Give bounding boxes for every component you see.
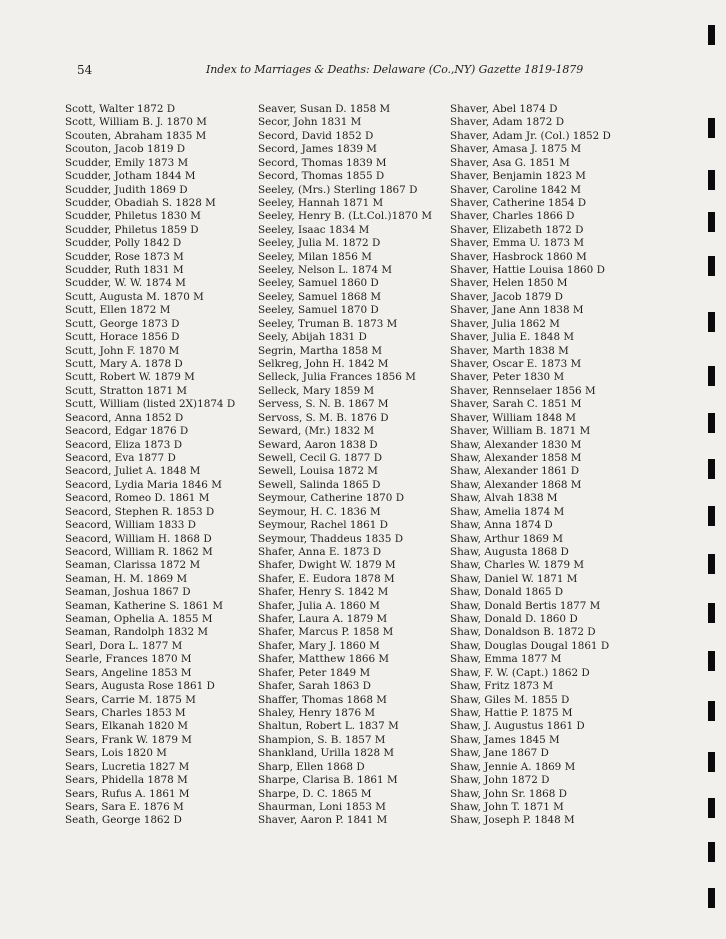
index-entry: Sharpe, Clarisa B. 1861 M xyxy=(258,774,398,787)
index-entry: Shaw, Emma 1877 M xyxy=(450,653,562,666)
index-entry: Shaver, Hasbrock 1860 M xyxy=(450,250,587,263)
index-entry: Shaver, Oscar E. 1873 M xyxy=(450,358,582,371)
index-entry: Seely, Abijah 1831 D xyxy=(258,331,367,344)
index-entry: Sears, Phidella 1878 M xyxy=(65,774,188,787)
index-entry: Sears, Lucretia 1827 M xyxy=(65,760,190,773)
index-entry: Shaurman, Loni 1853 M xyxy=(258,800,386,813)
index-entry: Selleck, Mary 1859 M xyxy=(258,384,375,397)
index-entry: Seacord, William R. 1862 M xyxy=(65,545,213,558)
index-entry: Scudder, W. W. 1874 M xyxy=(65,277,186,290)
index-entry: Shafer, Anna E. 1873 D xyxy=(258,545,382,558)
index-entry: Scutt, Ellen 1872 M xyxy=(65,304,171,317)
index-entry: Seymour, Thaddeus 1835 D xyxy=(258,532,404,545)
index-entry: Shaver, Asa G. 1851 M xyxy=(450,156,570,169)
index-entry: Scudder, Polly 1842 D xyxy=(65,237,182,250)
index-entry: Seaman, Joshua 1867 D xyxy=(65,586,191,599)
index-entry: Seymour, H. C. 1836 M xyxy=(258,505,381,518)
index-entry: Sewell, Salinda 1865 D xyxy=(258,478,381,491)
index-entry: Shaw, Joseph P. 1848 M xyxy=(450,814,575,827)
index-entry: Shaw, Donald 1865 D xyxy=(450,586,564,599)
index-entry: Sears, Rufus A. 1861 M xyxy=(65,787,190,800)
index-entry: Seacord, William H. 1868 D xyxy=(65,532,212,545)
index-entry: Sewell, Cecil G. 1877 D xyxy=(258,451,383,464)
edge-mark xyxy=(708,118,715,138)
index-entry: Shaw, John Sr. 1868 D xyxy=(450,787,568,800)
index-entry: Selleck, Julia Frances 1856 M xyxy=(258,371,416,384)
index-entry: Shaw, Jane 1867 D xyxy=(450,747,549,760)
index-entry: Seymour, Catherine 1870 D xyxy=(258,492,405,505)
edge-mark xyxy=(708,798,715,818)
index-entry: Shaver, Jacob 1879 D xyxy=(450,290,563,303)
index-column-2 xyxy=(258,103,432,828)
edge-mark xyxy=(708,170,715,190)
index-entry: Shaley, Henry 1876 M xyxy=(258,706,375,719)
index-entry: Shaver, Adam Jr. (Col.) 1852 D xyxy=(450,129,611,142)
index-entry: Scudder, Philetus 1859 D xyxy=(65,223,199,236)
index-entry: Shaw, John T. 1871 M xyxy=(450,800,564,813)
index-entry: Seaman, Katherine S. 1861 M xyxy=(65,599,223,612)
index-entry: Scutt, Mary A. 1878 D xyxy=(65,358,183,371)
index-entry: Seeley, (Mrs.) Sterling 1867 D xyxy=(258,183,418,196)
index-entry: Scouten, Abraham 1835 M xyxy=(65,129,207,142)
index-entry: Shaw, Charles W. 1879 M xyxy=(450,559,585,572)
index-entry: Seaman, H. M. 1869 M xyxy=(65,572,188,585)
index-entry: Seeley, Samuel 1868 M xyxy=(258,290,382,303)
index-column-1 xyxy=(65,103,235,828)
index-entry: Seacord, Eva 1877 D xyxy=(65,451,176,464)
index-entry: Sharpe, D. C. 1865 M xyxy=(258,787,372,800)
index-entry: Sharp, Ellen 1868 D xyxy=(258,760,365,773)
index-entry: Scudder, Rose 1873 M xyxy=(65,250,184,263)
index-entry: Shafer, E. Eudora 1878 M xyxy=(258,572,395,585)
edge-mark xyxy=(708,752,715,772)
index-entry: Shaver, Elizabeth 1872 D xyxy=(450,223,584,236)
index-entry: Sears, Augusta Rose 1861 D xyxy=(65,680,215,693)
index-entry: Shaver, Aaron P. 1841 M xyxy=(258,814,388,827)
edge-mark xyxy=(708,413,715,433)
index-entry: Seacord, William 1833 D xyxy=(65,519,196,532)
index-entry: Shaw, Donald D. 1860 D xyxy=(450,613,578,626)
index-entry: Scudder, Judith 1869 D xyxy=(65,183,188,196)
edge-mark xyxy=(708,312,715,332)
index-entry: Shafer, Mary J. 1860 M xyxy=(258,639,380,652)
index-entry: Sears, Elkanah 1820 M xyxy=(65,720,189,733)
index-entry: Shaw, Donaldson B. 1872 D xyxy=(450,626,596,639)
index-entry: Scouton, Jacob 1819 D xyxy=(65,143,186,156)
index-entry: Seeley, Isaac 1834 M xyxy=(258,223,370,236)
index-entry: Secord, Thomas 1839 M xyxy=(258,156,387,169)
index-entry: Scott, Walter 1872 D xyxy=(65,103,176,115)
index-entry: Shaw, Alexander 1830 M xyxy=(450,438,582,451)
index-entry: Seacord, Juliet A. 1848 M xyxy=(65,465,201,478)
index-entry: Seacord, Lydia Maria 1846 M xyxy=(65,478,222,491)
index-entry: Seaman, Ophelia A. 1855 M xyxy=(65,613,213,626)
index-entry: Secord, James 1839 M xyxy=(258,143,377,156)
index-entry: Shaw, Alvah 1838 M xyxy=(450,492,558,505)
edge-mark xyxy=(708,701,715,721)
index-entry: Segrin, Martha 1858 M xyxy=(258,344,383,357)
index-entry: Shaver, Helen 1850 M xyxy=(450,277,568,290)
edge-mark xyxy=(708,651,715,671)
index-entry: Shaver, Jane Ann 1838 M xyxy=(450,304,584,317)
index-entry: Seacord, Romeo D. 1861 M xyxy=(65,492,210,505)
index-entry: Shaw, Giles M. 1855 D xyxy=(450,693,570,706)
index-entry: Seacord, Stephen R. 1853 D xyxy=(65,505,215,518)
index-entry: Scutt, Augusta M. 1870 M xyxy=(65,290,204,303)
index-entry: Shaw, Alexander 1861 D xyxy=(450,465,580,478)
edge-mark xyxy=(708,25,715,45)
index-entry: Seeley, Truman B. 1873 M xyxy=(258,317,398,330)
index-entry: Shafer, Marcus P. 1858 M xyxy=(258,626,394,639)
index-entry: Shaw, James 1845 M xyxy=(450,733,560,746)
index-entry: Shankland, Urilla 1828 M xyxy=(258,747,395,760)
index-entry: Sears, Charles 1853 M xyxy=(65,706,186,719)
edge-mark xyxy=(708,603,715,623)
edge-mark xyxy=(708,842,715,862)
index-entry: Seward, (Mr.) 1832 M xyxy=(258,425,375,438)
index-entry: Shaver, Caroline 1842 M xyxy=(450,183,581,196)
index-entry: Scott, William B. J. 1870 M xyxy=(65,116,207,129)
index-entry: Shaver, Julia 1862 M xyxy=(450,317,560,330)
edge-mark xyxy=(708,256,715,276)
index-entry: Shaw, Augusta 1868 D xyxy=(450,545,569,558)
edge-mark xyxy=(708,459,715,479)
index-entry: Scutt, Stratton 1871 M xyxy=(65,384,188,397)
index-entry: Shaver, Abel 1874 D xyxy=(450,103,558,115)
index-entry: Shafer, Henry S. 1842 M xyxy=(258,586,389,599)
index-column-3 xyxy=(450,103,611,828)
index-entry: Shaver, Rennselaer 1856 M xyxy=(450,384,596,397)
index-entry: Shaw, Hattie P. 1875 M xyxy=(450,706,573,719)
index-entry: Sears, Frank W. 1879 M xyxy=(65,733,192,746)
index-entry: Shaw, Fritz 1873 M xyxy=(450,680,554,693)
index-entry: Servoss, S. M. B. 1876 D xyxy=(258,411,389,424)
index-entry: Scutt, George 1873 D xyxy=(65,317,180,330)
index-entry: Sears, Lois 1820 M xyxy=(65,747,167,760)
index-entry: Seeley, Samuel 1870 D xyxy=(258,304,379,317)
index-entry: Scutt, John F. 1870 M xyxy=(65,344,180,357)
index-entry: Scudder, Jotham 1844 M xyxy=(65,170,196,183)
index-entry: Shaver, Peter 1830 M xyxy=(450,371,565,384)
index-entry: Shaver, William B. 1871 M xyxy=(450,425,591,438)
index-entry: Shaver, Amasa J. 1875 M xyxy=(450,143,582,156)
index-entry: Shaver, Charles 1866 D xyxy=(450,210,575,223)
index-entry: Shaffer, Thomas 1868 M xyxy=(258,693,387,706)
index-entry: Shaw, Anna 1874 D xyxy=(450,519,553,532)
edge-mark xyxy=(708,366,715,386)
index-entry: Seeley, Julia M. 1872 D xyxy=(258,237,381,250)
index-entry: Shampion, S. B. 1857 M xyxy=(258,733,386,746)
index-entry: Seaman, Clarissa 1872 M xyxy=(65,559,201,572)
index-entry: Seath, George 1862 D xyxy=(65,814,182,827)
index-entry: Shaver, Benjamin 1823 M xyxy=(450,170,586,183)
index-entry: Shafer, Dwight W. 1879 M xyxy=(258,559,396,572)
index-entry: Seaver, Susan D. 1858 M xyxy=(258,103,391,115)
index-entry: Sears, Angeline 1853 M xyxy=(65,666,192,679)
index-entry: Seeley, Samuel 1860 D xyxy=(258,277,379,290)
index-entry: Secor, John 1831 M xyxy=(258,116,362,129)
index-entry: Shafer, Matthew 1866 M xyxy=(258,653,390,666)
index-entry: Scudder, Philetus 1830 M xyxy=(65,210,201,223)
index-entry: Seeley, Milan 1856 M xyxy=(258,250,372,263)
edge-mark xyxy=(708,212,715,232)
index-entry: Shaw, J. Augustus 1861 D xyxy=(450,720,585,733)
index-entry: Seymour, Rachel 1861 D xyxy=(258,519,388,532)
index-entry: Seeley, Henry B. (Lt.Col.)1870 M xyxy=(258,210,432,223)
edge-mark xyxy=(708,506,715,526)
index-entry: Shaw, Amelia 1874 M xyxy=(450,505,565,518)
index-entry: Shaw, Daniel W. 1871 M xyxy=(450,572,578,585)
index-entry: Shaver, Adam 1872 D xyxy=(450,116,565,129)
index-entry: Scudder, Obadiah S. 1828 M xyxy=(65,196,216,209)
index-entry: Shafer, Laura A. 1879 M xyxy=(258,613,388,626)
index-entry: Scudder, Emily 1873 M xyxy=(65,156,189,169)
edge-mark xyxy=(708,554,715,574)
index-entry: Shafer, Julia A. 1860 M xyxy=(258,599,380,612)
index-entry: Selkreg, John H. 1842 M xyxy=(258,358,389,371)
index-entry: Shaver, Hattie Louisa 1860 D xyxy=(450,264,605,277)
index-entry: Shaw, John 1872 D xyxy=(450,774,550,787)
running-head: Index to Marriages & Deaths: Delaware (Co.,NY) Gazette 1819-1879 xyxy=(206,63,584,76)
index-entry: Seacord, Eliza 1873 D xyxy=(65,438,183,451)
index-entry: Shaw, Arthur 1869 M xyxy=(450,532,563,545)
index-entry: Shaver, Catherine 1854 D xyxy=(450,196,587,209)
edge-mark xyxy=(708,888,715,908)
index-entry: Scutt, Horace 1856 D xyxy=(65,331,180,344)
index-entry: Shaver, Emma U. 1873 M xyxy=(450,237,585,250)
index-entry: Seeley, Nelson L. 1874 M xyxy=(258,264,393,277)
index-entry: Scudder, Ruth 1831 M xyxy=(65,264,184,277)
index-entry: Shaltun, Robert L. 1837 M xyxy=(258,720,399,733)
index-entry: Shaw, Alexander 1868 M xyxy=(450,478,582,491)
index-entry: Seacord, Anna 1852 D xyxy=(65,411,184,424)
index-entry: Searle, Frances 1870 M xyxy=(65,653,192,666)
index-entry: Shaver, William 1848 M xyxy=(450,411,576,424)
index-entry: Secord, Thomas 1855 D xyxy=(258,170,385,183)
index-entry: Shaver, Marth 1838 M xyxy=(450,344,569,357)
index-entry: Sears, Carrie M. 1875 M xyxy=(65,693,196,706)
index-entry: Sewell, Louisa 1872 M xyxy=(258,465,378,478)
index-entry: Seacord, Edgar 1876 D xyxy=(65,425,189,438)
index-entry: Servess, S. N. B. 1867 M xyxy=(258,398,389,411)
index-entry: Sears, Sara E. 1876 M xyxy=(65,800,184,813)
index-entry: Secord, David 1852 D xyxy=(258,129,374,142)
index-entry: Shaver, Sarah C. 1851 M xyxy=(450,398,582,411)
index-entry: Shaw, Donald Bertis 1877 M xyxy=(450,599,601,612)
index-entry: Shaw, Jennie A. 1869 M xyxy=(450,760,576,773)
index-entry: Searl, Dora L. 1877 M xyxy=(65,639,183,652)
index-entry: Shaw, Alexander 1858 M xyxy=(450,451,582,464)
page-number: 54 xyxy=(77,63,93,77)
index-entry: Shafer, Sarah 1863 D xyxy=(258,680,371,693)
index-entry: Shaw, F. W. (Capt.) 1862 D xyxy=(450,666,590,679)
index-entry: Shaver, Julia E. 1848 M xyxy=(450,331,575,344)
index-entry: Scutt, Robert W. 1879 M xyxy=(65,371,195,384)
index-entry: Shafer, Peter 1849 M xyxy=(258,666,371,679)
index-entry: Shaw, Douglas Dougal 1861 D xyxy=(450,639,610,652)
index-entry: Scutt, William (listed 2X)1874 D xyxy=(65,398,236,411)
index-entry: Seward, Aaron 1838 D xyxy=(258,438,378,451)
index-entry: Seaman, Randolph 1832 M xyxy=(65,626,209,639)
index-entry: Seeley, Hannah 1871 M xyxy=(258,196,384,209)
